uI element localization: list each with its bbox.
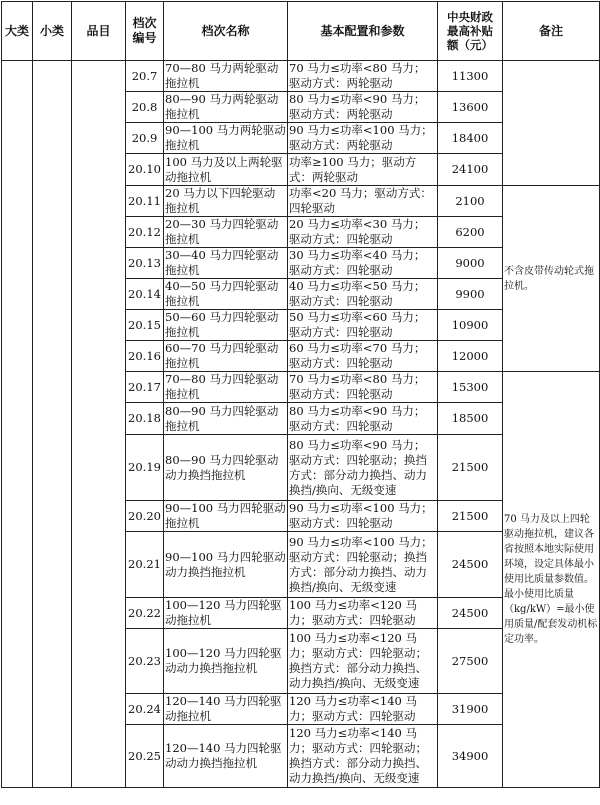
- row-code: 20.25: [126, 725, 164, 788]
- row-code: 20.16: [126, 341, 164, 372]
- item-cell: [72, 61, 126, 788]
- header-params: 基本配置和参数: [288, 2, 438, 61]
- header-xiaolei: 小类: [33, 2, 72, 61]
- row-params: 120 马力≤功率<140 马力；驱动方式：四轮驱动: [288, 694, 438, 725]
- row-code: 20.18: [126, 403, 164, 435]
- row-params: 30 马力≤功率<40 马力；驱动方式：四轮驱动: [288, 248, 438, 279]
- row-subsidy: 24500: [438, 598, 503, 629]
- row-params: 70 马力≤功率<80 马力；驱动方式：四轮驱动: [288, 372, 438, 403]
- row-subsidy: 15300: [438, 372, 503, 403]
- row-params: 90 马力≤功率<100 马力；驱动方式：四轮驱动: [288, 501, 438, 532]
- row-params: 功率<20 马力；驱动方式：四轮驱动: [288, 186, 438, 217]
- subcategory-cell: [33, 61, 72, 788]
- row-params: 90 马力≤功率<100 马力；驱动方式：两轮驱动: [288, 123, 438, 154]
- row-name: 100 马力及以上两轮驱动拖拉机: [164, 154, 288, 186]
- row-code: 20.21: [126, 532, 164, 598]
- row-params: 60 马力≤功率<70 马力；驱动方式：四轮驱动: [288, 341, 438, 372]
- row-subsidy: 2100: [438, 186, 503, 217]
- header-pinmu: 品目: [72, 2, 126, 61]
- row-subsidy: 10900: [438, 310, 503, 341]
- row-code: 20.12: [126, 217, 164, 248]
- row-code: 20.13: [126, 248, 164, 279]
- remark-note-1: 不含皮带传动轮式拖拉机。: [503, 186, 600, 372]
- row-name: 90—100 马力两轮驱动拖拉机: [165, 123, 286, 152]
- row-code: 20.20: [126, 501, 164, 532]
- row-code: 20.7: [126, 61, 164, 92]
- row-code: 20.24: [126, 694, 164, 725]
- row-subsidy: 18400: [438, 123, 503, 154]
- row-subsidy: 9900: [438, 279, 503, 310]
- row-name: 60—70 马力四轮驱动拖拉机: [164, 341, 288, 372]
- row-name: 20—30 马力四轮驱动拖拉机: [164, 217, 288, 248]
- row-subsidy: 27500: [438, 629, 503, 694]
- row-code: 20.14: [126, 279, 164, 310]
- row-subsidy: 13600: [438, 92, 503, 123]
- row-name: 30—40 马力四轮驱动拖拉机: [164, 248, 288, 279]
- row-name: 50—60 马力四轮驱动拖拉机: [164, 310, 288, 341]
- subsidy-table: [1, 1, 600, 788]
- row-subsidy: 9000: [438, 248, 503, 279]
- row-params: 50 马力≤功率<60 马力；驱动方式：四轮驱动: [288, 310, 438, 341]
- row-subsidy: 24500: [438, 532, 503, 598]
- row-params: 20 马力≤功率<30 马力；驱动方式：四轮驱动: [288, 217, 438, 248]
- row-params: 70 马力≤功率<80 马力；驱动方式：两轮驱动: [288, 61, 438, 92]
- row-name: 90—100 马力四轮驱动拖拉机: [165, 501, 286, 530]
- header-dalei: 大类: [2, 2, 33, 61]
- row-params: 40 马力≤功率<50 马力；驱动方式：四轮驱动: [288, 279, 438, 310]
- row-name: 90—100 马力四轮驱动动力换挡拖拉机: [164, 532, 288, 598]
- row-code: 20.22: [126, 598, 164, 629]
- row-name: 70—80 马力两轮驱动拖拉机: [164, 61, 288, 92]
- row-name: 80—90 马力四轮驱动拖拉机: [164, 403, 288, 435]
- remark-empty-top: [503, 61, 600, 186]
- row-params: 功率≥100 马力；驱动方式：两轮驱动: [288, 154, 438, 186]
- row-name: 100—120 马力四轮驱动拖拉机: [164, 598, 288, 629]
- row-subsidy: 6200: [438, 217, 503, 248]
- row-name: 100—120 马力四轮驱动动力换挡拖拉机: [164, 629, 288, 694]
- header-name: 档次名称: [164, 2, 288, 61]
- row-code: 20.10: [126, 154, 164, 186]
- row-code: 20.23: [126, 629, 164, 694]
- table-row: [2, 61, 600, 92]
- row-subsidy: 18500: [438, 403, 503, 435]
- row-params: 90 马力≤功率<100 马力；驱动方式：四轮驱动；换挡方式：部分动力换挡、动力换挡/换向、无级变速: [288, 532, 438, 598]
- row-name: 120—140 马力四轮驱动动力换挡拖拉机: [164, 725, 288, 788]
- row-subsidy: 31900: [438, 694, 503, 725]
- row-code: 20.19: [126, 435, 164, 501]
- row-code: 20.8: [126, 92, 164, 123]
- header-code: 档次 编号: [126, 2, 164, 61]
- row-params: 120 马力≤功率<140 马力；驱动方式：四轮驱动；换挡方式：部分动力换挡、动力换挡/换向、无级变速: [288, 725, 438, 788]
- row-name: 20 马力以下四轮驱动拖拉机: [164, 186, 288, 217]
- row-subsidy: 12000: [438, 341, 503, 372]
- row-name: 80—90 马力四轮驱动动力换挡拖拉机: [164, 435, 288, 501]
- row-params: 80 马力≤功率<90 马力；驱动方式：四轮驱动: [288, 403, 438, 435]
- row-params: 100 马力≤功率<120 马力；驱动方式：四轮驱动: [288, 598, 438, 629]
- row-name: 40—50 马力四轮驱动拖拉机: [164, 279, 288, 310]
- row-params: 80 马力≤功率<90 马力；驱动方式：四轮驱动；换挡方式：部分动力换挡、动力换挡/换向、无级变速: [288, 435, 438, 501]
- row-subsidy: 21500: [438, 435, 503, 501]
- row-params: 80 马力≤功率<90 马力；驱动方式：两轮驱动: [288, 92, 438, 123]
- row-subsidy: 34900: [438, 725, 503, 788]
- row-code: 20.17: [126, 372, 164, 403]
- row-name: 70—80 马力四轮驱动拖拉机: [164, 372, 288, 403]
- row-name: 80—90 马力两轮驱动拖拉机: [164, 92, 288, 123]
- row-code: 20.11: [126, 186, 164, 217]
- row-subsidy: 21500: [438, 501, 503, 532]
- row-subsidy: 24100: [438, 154, 503, 186]
- header-subsidy: 中央财政 最高补贴 额（元）: [438, 2, 503, 61]
- header-remark: 备注: [503, 2, 600, 61]
- remark-note-2: 70 马力及以上四轮驱动拖拉机，建议各省按照本地实际使用环境，设定具体最小使用比质量参数值。最小使用比质量（kg/kW）=最小使用质量/配套发动机标定功率。: [503, 372, 600, 788]
- row-code: 20.15: [126, 310, 164, 341]
- row-subsidy: 11300: [438, 61, 503, 92]
- header-row: [2, 2, 600, 61]
- row-params: 100 马力≤功率<120 马力；驱动方式：四轮驱动；换挡方式：部分动力换挡、动力换挡/换向、无级变速: [288, 629, 438, 694]
- category-cell: [2, 61, 33, 788]
- row-name: 120—140 马力四轮驱动拖拉机: [164, 694, 288, 725]
- row-code: 20.9: [126, 123, 164, 154]
